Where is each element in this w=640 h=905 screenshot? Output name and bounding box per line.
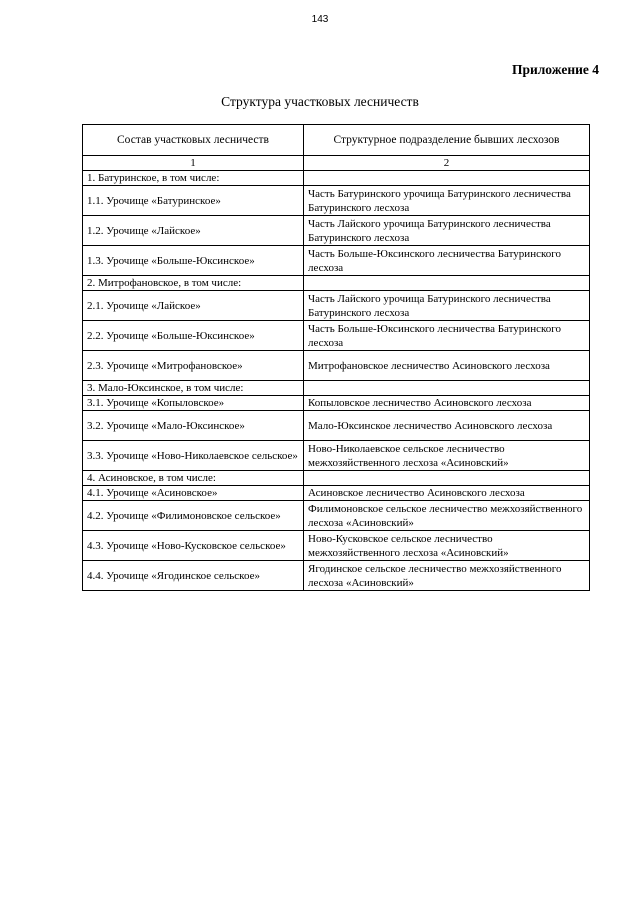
table-row — [83, 351, 590, 381]
structural-unit-cell: Асиновское лесничество Асиновского лесхоза — [304, 486, 590, 501]
forestry-name-cell: 1.2. Урочище «Лайское» — [83, 216, 304, 246]
forestry-name-cell: 3.1. Урочище «Копыловское» — [83, 396, 304, 411]
structural-unit-cell: Часть Лайского урочища Батуринского лесничества Батуринского лесхоза — [304, 216, 590, 246]
structural-unit-cell: Часть Больше-Юксинского лесничества Батуринского лесхоза — [304, 321, 590, 351]
column-number-1: 1 — [83, 156, 304, 171]
forestry-name-cell: 4.2. Урочище «Филимоновское сельское» — [83, 501, 304, 531]
appendix-label: Приложение 4 — [511, 62, 599, 77]
table-row — [83, 396, 590, 411]
table-header-row — [83, 125, 590, 156]
table-row — [83, 321, 590, 351]
structural-unit-cell — [304, 471, 590, 486]
structural-unit-cell: Часть Лайского урочища Батуринского лесничества Батуринского лесхоза — [304, 291, 590, 321]
structural-unit-cell: Часть Больше-Юксинского лесничества Батуринского лесхоза — [304, 246, 590, 276]
page-number: 143 — [311, 14, 329, 25]
table-row — [83, 381, 590, 396]
table-row — [83, 216, 590, 246]
structural-unit-cell — [304, 276, 590, 291]
forestry-name-cell: 4.4. Урочище «Ягодинское сельское» — [83, 561, 304, 591]
forestry-name-cell: 2.1. Урочище «Лайское» — [83, 291, 304, 321]
column-number-2: 2 — [304, 156, 590, 171]
structural-unit-cell: Ново-Николаевское сельское лесничество межхозяйственного лесхоза «Асиновский» — [304, 441, 590, 471]
forestry-name-cell: 4.1. Урочище «Асиновское» — [83, 486, 304, 501]
structural-unit-cell: Ягодинское сельское лесничество межхозяйственного лесхоза «Асиновский» — [304, 561, 590, 591]
table-row — [83, 276, 590, 291]
structural-unit-cell: Филимоновское сельское лесничество межхозяйственного лесхоза «Асиновский» — [304, 501, 590, 531]
table-row — [83, 471, 590, 486]
structural-unit-cell — [304, 171, 590, 186]
structural-unit-cell: Часть Батуринского урочища Батуринского лесничества Батуринского лесхоза — [304, 186, 590, 216]
forestry-name-cell: 2.2. Урочище «Больше-Юксинское» — [83, 321, 304, 351]
table-row — [83, 486, 590, 501]
table-row — [83, 246, 590, 276]
structural-unit-cell: Копыловское лесничество Асиновского лесхоза — [304, 396, 590, 411]
forestry-name-cell: 4. Асиновское, в том числе: — [83, 471, 304, 486]
document-title: Структура участковых лесничеств — [221, 94, 419, 109]
table-row — [83, 171, 590, 186]
forestry-name-cell: 2.3. Урочище «Митрофановское» — [83, 351, 304, 381]
table-row — [83, 186, 590, 216]
table-row — [83, 291, 590, 321]
forestry-name-cell: 1.1. Урочище «Батуринское» — [83, 186, 304, 216]
table-row — [83, 531, 590, 561]
forestry-name-cell: 4.3. Урочище «Ново-Кусковское сельское» — [83, 531, 304, 561]
forestry-name-cell: 1. Батуринское, в том числе: — [83, 171, 304, 186]
forestry-name-cell: 2. Митрофановское, в том числе: — [83, 276, 304, 291]
column-number-row — [83, 156, 590, 171]
table-row — [83, 561, 590, 591]
column-header-composition: Состав участковых лесничеств — [83, 125, 304, 156]
column-header-structural-unit: Структурное подразделение бывших лесхозов — [304, 125, 590, 156]
structural-unit-cell: Митрофановское лесничество Асиновского лесхоза — [304, 351, 590, 381]
table-row — [83, 501, 590, 531]
forestry-name-cell: 3.3. Урочище «Ново-Николаевское сельское» — [83, 441, 304, 471]
table-row — [83, 441, 590, 471]
forestry-name-cell: 1.3. Урочище «Больше-Юксинское» — [83, 246, 304, 276]
structural-unit-cell — [304, 381, 590, 396]
forestry-name-cell: 3. Мало-Юксинское, в том числе: — [83, 381, 304, 396]
structural-unit-cell: Мало-Юксинское лесничество Асиновского лесхоза — [304, 411, 590, 441]
table-row — [83, 411, 590, 441]
forestry-structure-table — [82, 124, 590, 591]
structural-unit-cell: Ново-Кусковское сельское лесничество межхозяйственного лесхоза «Асиновский» — [304, 531, 590, 561]
forestry-name-cell: 3.2. Урочище «Мало-Юксинское» — [83, 411, 304, 441]
